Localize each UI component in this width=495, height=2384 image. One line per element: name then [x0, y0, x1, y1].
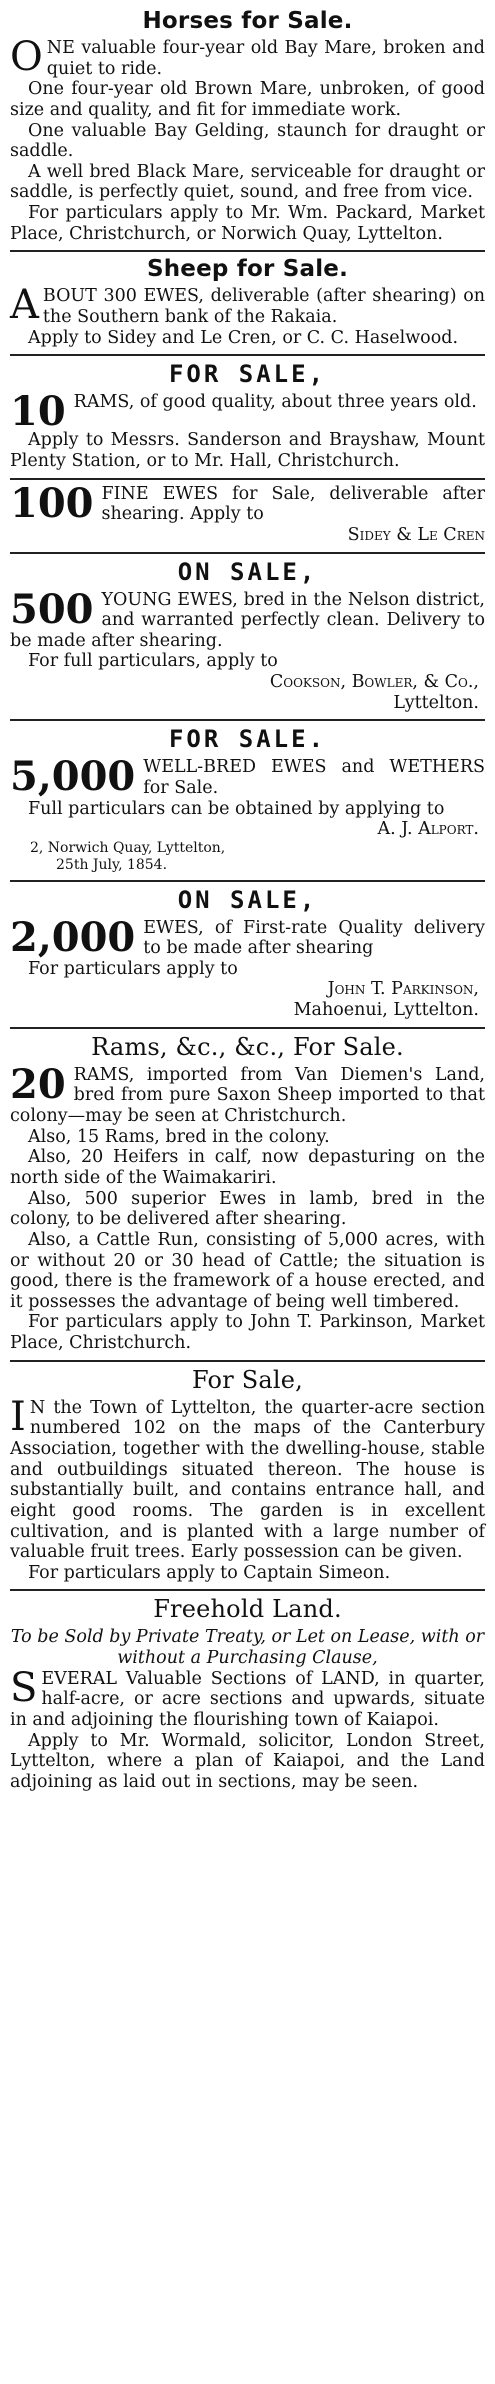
- ad-heading: Sheep for Sale.: [146, 256, 349, 283]
- ad-signature: A. J. Alport.: [377, 819, 479, 840]
- ad-text: NE valuable four-year old Bay Mare, broken and quiet to ride.: [46, 38, 485, 79]
- ad-rams-and-cattle: [10, 1029, 485, 1362]
- ad-five-thousand-ewes: [10, 721, 485, 881]
- ad-text: YOUNG EWES, bred in the Nelson district, and warranted perfectly clean. Delivery to be made after shearing.: [10, 589, 485, 651]
- ad-five-hundred-ewes: [10, 554, 485, 722]
- ad-contact: For particulars apply to Mr. Wm. Packard, Market Place, Christchurch, or Norwich Quay, Lyttelton.: [10, 203, 485, 244]
- ad-text: WELL-BRED EWES and WETHERS for Sale.: [143, 757, 485, 799]
- ad-text: BOUT 300 EWES, deliverable (after shearing) on the Southern bank of the Rakaia.: [42, 286, 485, 328]
- ad-text: Also, 20 Heifers in calf, now depasturing on the north side of the Waimakariri.: [10, 1147, 485, 1188]
- drop-cap: I: [10, 1393, 26, 1440]
- ad-heading: ON SALE,: [177, 557, 318, 586]
- ad-text: For full particulars, apply to: [28, 651, 278, 672]
- ad-two-thousand-ewes: [10, 882, 485, 1029]
- ad-heading: FOR SALE,: [168, 360, 327, 389]
- ad-dateline: 2, Norwich Quay, Lyttelton,: [30, 839, 226, 856]
- ad-signature: John T. Parkinson,: [327, 979, 479, 1000]
- drop-cap: S: [10, 1664, 38, 1711]
- big-number: 20: [10, 1060, 66, 1108]
- ad-text: Also, a Cattle Run, consisting of 5,000 acres, with or without 20 or 30 head of Cattle; the situation is good, there is the framework of a house erected, and it possesses the advantage of being well timbered.: [10, 1229, 485, 1312]
- ad-dateline: 25th July, 1854.: [56, 856, 168, 873]
- ad-heading: Horses for Sale.: [142, 8, 353, 34]
- ad-contact: Apply to Sidey and Le Cren, or C. C. Haselwood.: [28, 327, 459, 348]
- ad-subheading: To be Sold by Private Treaty, or Let on Lease, with or without a Purchasing Clause,: [10, 1627, 485, 1669]
- ad-text: RAMS, of good quality, about three years old.: [73, 392, 477, 413]
- ad-text: For particulars apply to: [28, 958, 238, 979]
- big-number: 10: [10, 388, 66, 436]
- ad-heading: FOR SALE.: [168, 725, 327, 754]
- ad-ten-rams: [10, 356, 485, 479]
- ad-signature: Sidey & Le Cren: [347, 524, 485, 545]
- ad-text: RAMS, imported from Van Diemen's Land, bred from pure Saxon Sheep imported to that colony—may be seen at Christchurch.: [10, 1064, 485, 1127]
- big-number: 100: [10, 479, 94, 527]
- ad-text: EVERAL Valuable Sections of LAND, in quarter, half-acre, or acre sections and upwards, situate in and adjoining the flourishing town of Kaiapoi.: [10, 1668, 485, 1731]
- drop-cap: A: [10, 282, 39, 329]
- ad-signature-place: Mahoenui, Lyttelton.: [293, 1000, 479, 1021]
- ad-text: Also, 15 Rams, bred in the colony.: [28, 1126, 330, 1147]
- big-number: 500: [10, 585, 94, 633]
- ad-heading: For Sale,: [192, 1365, 303, 1394]
- ad-sheep-for-sale: [10, 252, 485, 356]
- ad-heading: ON SALE,: [177, 885, 318, 914]
- ad-horses-for-sale: [10, 4, 485, 252]
- ad-text: One valuable Bay Gelding, staunch for draught or saddle.: [10, 120, 485, 162]
- ad-signature-place: Lyttelton.: [393, 692, 479, 713]
- ad-signature: Cookson, Bowler, & Co.,: [269, 672, 479, 693]
- ad-text: Full particulars can be obtained by applying to: [28, 798, 445, 819]
- ad-heading: Rams, &c., &c., For Sale.: [91, 1032, 404, 1061]
- big-number: 2,000: [10, 913, 136, 961]
- ad-freehold-land: [10, 1591, 485, 1798]
- ad-text: EWES, of First-rate Quality delivery to be made after shearing: [143, 917, 485, 959]
- ad-text: A well bred Black Mare, serviceable for draught or saddle, is perfectly quiet, sound, and free from vice.: [10, 161, 485, 203]
- ad-text: FINE EWES for Sale, deliverable after shearing. Apply to: [101, 483, 485, 525]
- ad-contact: For particulars apply to Captain Simeon.: [28, 1562, 391, 1583]
- big-number: 5,000: [10, 753, 136, 801]
- drop-cap: O: [10, 34, 43, 80]
- ad-contact: For particulars apply to John T. Parkinson, Market Place, Christchurch.: [10, 1312, 485, 1354]
- ad-text: Also, 500 superior Ewes in lamb, bred in the colony, to be delivered after shearing.: [10, 1188, 485, 1230]
- ad-hundred-ewes: [10, 480, 485, 554]
- ad-text: N the Town of Lyttelton, the quarter-acre section numbered 102 on the maps of the Canterbury Association, together with the dwelling-house, stable and outbuildings situated thereon. The house is substantially built, and contains entrance hall, and eight good rooms. The garden is in excellent cultivation, and is planted with a large number of valuable fruit trees. Early possession can be given.: [10, 1397, 485, 1563]
- ad-text: One four-year old Brown Mare, unbroken, of good size and quality, and fit for immediate work.: [10, 79, 485, 120]
- ad-contact: Apply to Mr. Wormald, solicitor, London Street, Lyttelton, where a plan of Kaiapoi, and the Land adjoining as laid out in sections, may be seen.: [10, 1730, 485, 1792]
- ad-lyttelton-house: [10, 1362, 485, 1592]
- ad-contact: Apply to Messrs. Sanderson and Brayshaw, Mount Plenty Station, or to Mr. Hall, Christchurch.: [10, 430, 485, 471]
- ad-heading: Freehold Land.: [153, 1595, 342, 1624]
